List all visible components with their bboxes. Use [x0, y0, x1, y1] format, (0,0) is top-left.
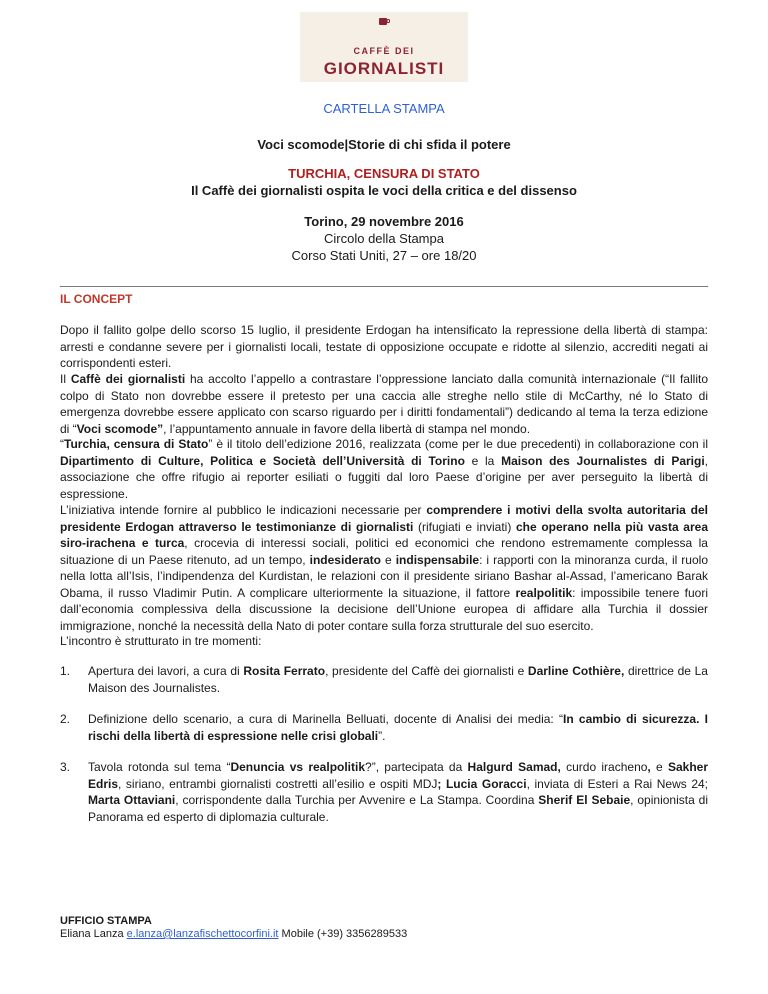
list-item: 1. Apertura dei lavori, a cura di Rosita Ferrato, presidente del Caffè dei giornalisti e Darline Cothière, direttrice de La Maison des Journalistes.: [60, 664, 708, 695]
press-kit-label: CARTELLA STAMPA: [323, 101, 445, 116]
series-title: Voci scomode|Storie di chi sfida il potere: [257, 137, 511, 152]
logo-line1: CAFFÈ DEI: [353, 46, 415, 56]
event-subtitle: Il Caffè dei giornalisti ospita le voci della critica e del dissenso: [191, 183, 577, 198]
contact-name: Eliana Lanza: [60, 928, 127, 940]
paragraph-4: L’iniziativa intende fornire al pubblico le indicazioni necessarie per comprendere i motivi della svolta autoritaria del presidente Erdogan attraverso le testimonianze di giornalisti (rifugiati e inviati) che operano nella più vasta area siro-irachena e turca, crocevia di interessi sociali, politici ed economici che rendono estremamente complessa la situazione di un Paese ritenuto, ad un tempo, indesiderato e indispensabile: i rapporti con la minoranza curda, il ruolo nella lotta all’Isis, l’indipendenza del Kurdistan, le relazioni con il presidente siriano Bashar al-Assad, l’americano Barak Obama, il russo Vladimir Putin. A complicare ulteriormente la situazione, il fattore realpolitik: impossibile tenere fuori dall’economia complessiva della discussione la decisione dell’Unione europea di affidare alla Turchia il dossier immigrazione, nonché la necessità della Nato di poter contare sulla forza strutturale del suo esercito.: [60, 503, 709, 633]
event-title: TURCHIA, CENSURA DI STATO: [288, 166, 480, 181]
concept-heading: IL CONCEPT: [60, 292, 133, 306]
footer-heading: UFFICIO STAMPA: [60, 915, 152, 927]
contact-phone: Mobile (+39) 3356289533: [278, 928, 408, 940]
paragraph-3: “Turchia, censura di Stato” è il titolo dell’edizione 2016, realizzata (come per le due precedenti) in collaborazione con il Dipartimento di Culture, Politica e Società dell’Università di Torino e la Maison des Journalistes di Parigi, associazione che offre rifugio ai reporter esiliati o fuggiti dal loro Paese d’origine per aver perseguito la libertà di espressione.: [60, 437, 709, 501]
event-venue: Circolo della Stampa: [324, 231, 444, 246]
list-item: 2. Definizione dello scenario, a cura di Marinella Belluati, docente di Analisi dei media: “In cambio di sicurezza. I rischi della libertà di espressione nelle crisi globali”.: [60, 712, 708, 743]
event-address: Corso Stati Uniti, 27 – ore 18/20: [291, 248, 477, 263]
paragraph-2: Il Caffè dei giornalisti ha accolto l’appello a contrastare l’oppressione lanciato dalla comunità internazionale (“Il fallito colpo di Stato non dovrebbe essere il pretesto per una caccia alle streghe nello stile di McCarthy, né lo Stato di emergenza dovrebbe essere applicato con scarso riguardo per i diritti fondamentali”) dedicando al tema la terza edizione di “Voci scomode”, l’appuntamento annuale in favore della libertà di stampa nel mondo.: [60, 372, 708, 436]
footer-contact: [60, 928, 407, 941]
divider: [60, 286, 708, 287]
press-office-footer: [60, 915, 407, 941]
event-date: Torino, 29 novembre 2016: [304, 214, 464, 229]
logo: [300, 12, 468, 82]
logo-line2: GIORNALISTI: [323, 59, 445, 78]
paragraph-5: L’incontro è strutturato in tre momenti:: [60, 634, 262, 648]
paragraph-1: Dopo il fallito golpe dello scorso 15 luglio, il presidente Erdogan ha intensificato la repressione della libertà di stampa: arresti e condanne severe per i giornalisti locali, testate di opposizione occupate e ridotte al silenzio, accrediti negati ai corrispondenti esteri.: [60, 323, 708, 370]
list-item: 3. Tavola rotonda sul tema “Denuncia vs realpolitik?”, partecipata da Halgurd Samad, curdo iracheno, e Sakher Edris, siriano, entrambi giornalisti costretti all’esilio e ospiti MDJ; Lucia Goracci, inviata di Esteri a Rai News 24; Marta Ottaviani, corrispondente dalla Turchia per Avvenire e La Stampa. Coordina Sherif El Sebaie, opinionista di Panorama ed esperto di diplomazia culturale.: [60, 760, 708, 824]
coffee-cup-icon: [378, 16, 390, 26]
contact-email-link[interactable]: e.lanza@lanzafischettocorfini.it: [126, 928, 279, 940]
